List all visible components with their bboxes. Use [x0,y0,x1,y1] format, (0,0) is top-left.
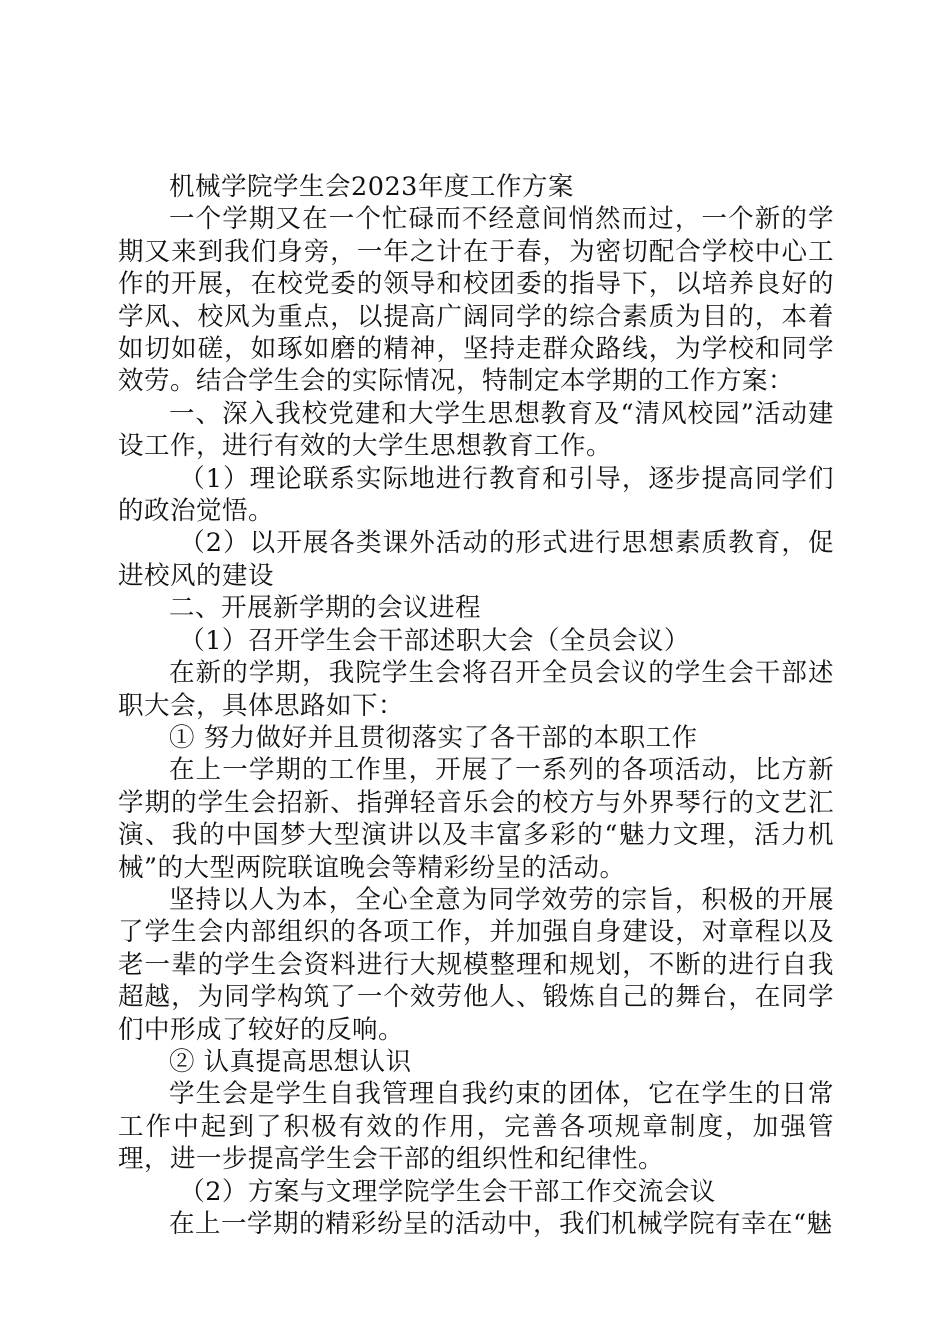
section-heading-1: 一、深入我校党建和大学生思想教育及“清风校园”活动建设工作，进行有效的大学生思想教育工作。 [118,398,834,462]
paragraph-activities: 在上一学期的工作里，开展了一系列的各项活动，比方新学期的学生会招新、指弹轻音乐会的校方与外界琴行的文艺汇演、我的中国梦大型演讲以及丰富多彩的“魅力文理，活力机械”的大型两院联谊晚会等精彩纷呈的活动。 [118,755,834,883]
paragraph-last: 在上一学期的精彩纷呈的活动中，我们机械学院有幸在“魅 [169,1209,833,1239]
point-2-heading: ② 认真提高思想认识 [169,1046,412,1077]
section-heading-2: 二、开展新学期的会议进程 [169,593,482,624]
sub-item-1-1: （1）理论联系实际地进行教育和引导，逐步提高同学们的政治觉悟。 [118,463,834,527]
paragraph-intro: 一个学期又在一个忙碌而不经意间悄然而过，一个新的学期又来到我们身旁，一年之计在于春，为密切配合学校中心工作的开展，在校党委的领导和校团委的指导下，以培养良好的学风、校风为重点，以提高广阔同学的综合素质为目的，本着如切如磋，如琢如磨的精神，坚持走群众路线，为学校和同学效劳。结合学生会的实际情况，特制定本学期的工作方案： [118,204,834,397]
point-1-heading: ① 努力做好并且贯彻落实了各干部的本职工作 [169,722,698,753]
document-title: 机械学院学生会2023年度工作方案 [169,172,574,202]
paragraph-principles: 坚持以人为本，全心全意为同学效劳的宗旨，积极的开展了学生会内部组织的各项工作，并加强自身建设，对章程以及老一辈的学生会资料进行大规模整理和规划，不断的进行自我超越，为同学构筑了一个效劳他人、锻炼自己的舞台，在同学们中形成了较好的反响。 [118,884,834,1045]
sub-item-2-2: （2）方案与文理学院学生会干部工作交流会议 [179,1176,716,1207]
sub-item-2-1: （1）召开学生会干部述职大会（全员会议） [179,625,690,656]
paragraph-student-union: 学生会是学生自我管理自我约束的团体，它在学生的日常工作中起到了积极有效的作用，完善各项规章制度，加强管理，进一步提高学生会干部的组织性和纪律性。 [118,1079,834,1175]
paragraph-meeting-intro: 在新的学期，我院学生会将召开全员会议的学生会干部述职大会，具体思路如下： [118,658,834,721]
sub-item-1-2: （2）以开展各类课外活动的形式进行思想素质教育，促进校风的建设 [118,528,834,591]
document-body [118,171,834,1240]
